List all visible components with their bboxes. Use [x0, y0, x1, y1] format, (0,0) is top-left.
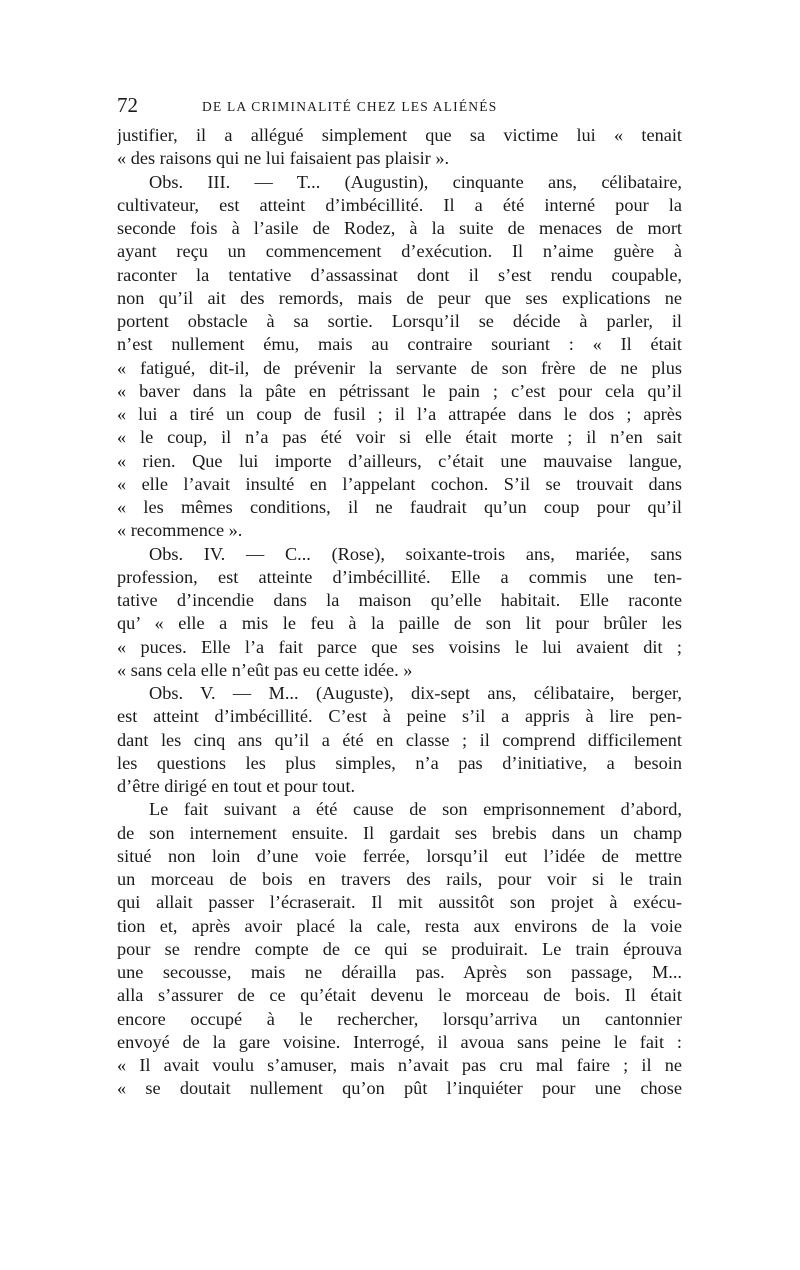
body-text: [117, 124, 682, 1101]
text-line: raconter la tentative d’assassinat dont il s’est rendu coupable,: [117, 264, 682, 285]
text-line: seconde fois à l’asile de Rodez, à la suite de menaces de mort: [117, 218, 682, 238]
text-line: qu’ « elle a mis le feu à la paille de son lit pour brûler les: [117, 613, 682, 634]
running-head: [117, 92, 682, 122]
text-line: pour se rendre compte de ce qui se produirait. Le train éprouva: [117, 938, 682, 959]
text-line: de son internement ensuite. Il gardait ses brebis dans un champ: [117, 822, 682, 843]
page-number: 72: [117, 93, 138, 117]
observation-heading-line: Obs. IV. — C... (Rose), soixante-trois ans, mariée, sans: [149, 543, 682, 564]
running-title: DE LA CRIMINALITÉ CHEZ LES ALIÉNÉS: [202, 99, 498, 114]
text-line: profession, est atteinte d’imbécillité. Elle a commis une ten-: [117, 566, 682, 587]
paragraph-start-line: Le fait suivant a été cause de son emprisonnement d’abord,: [149, 799, 682, 820]
text-line: justifier, il a allégué simplement que sa victime lui « tenait: [117, 125, 682, 145]
text-line: un morceau de bois en travers des rails, pour voir si le train: [117, 869, 682, 889]
text-line: « puces. Elle l’a fait parce que ses voisins le lui avaient dit ;: [117, 636, 682, 657]
text-line: d’être dirigé en tout et pour tout.: [117, 776, 356, 796]
text-line: tative d’incendie dans la maison qu’elle habitait. Elle raconte: [117, 590, 682, 610]
text-line: « des raisons qui ne lui faisaient pas plaisir ».: [117, 148, 450, 169]
text-line: est atteint d’imbécillité. C’est à peine s’il a appris à lire pen-: [117, 706, 682, 727]
text-line: ayant reçu un commencement d’exécution. Il n’aime guère à: [117, 241, 682, 262]
text-line: « les mêmes conditions, il ne faudrait qu’un coup pour qu’il: [117, 497, 682, 517]
text-line: qui allait passer l’écraserait. Il mit aussitôt son projet à exécu-: [117, 892, 682, 913]
book-page: [117, 92, 682, 1101]
text-line: dant les cinq ans qu’il a été en classe ; il comprend difficilement: [117, 729, 682, 750]
text-line: tion et, après avoir placé la cale, resta aux environs de la voie: [117, 915, 682, 936]
text-line: « le coup, il n’a pas été voir si elle était morte ; il n’en sait: [117, 427, 682, 448]
text-line: « fatigué, dit-il, de prévenir la servante de son frère de ne plus: [117, 357, 682, 378]
text-line: « lui a tiré un coup de fusil ; il l’a attrapée dans le dos ; après: [117, 404, 682, 424]
text-line: « sans cela elle n’eût pas eu cette idée. »: [117, 659, 413, 680]
text-line: une secousse, mais ne dérailla pas. Après son passage, M...: [117, 962, 682, 982]
text-line: encore occupé à le rechercher, lorsqu’arriva un cantonnier: [117, 1008, 682, 1029]
text-line: « Il avait voulu s’amuser, mais n’avait pas cru mal faire ; il ne: [117, 1055, 682, 1075]
text-line: situé non loin d’une voie ferrée, lorsqu’il eut l’idée de mettre: [117, 845, 682, 866]
text-line: « rien. Que lui importe d’ailleurs, c’était une mauvaise langue,: [117, 450, 682, 471]
text-line: envoyé de la gare voisine. Interrogé, il avoua sans peine le fait :: [117, 1031, 682, 1052]
observation-heading-line: Obs. V. — M... (Auguste), dix-sept ans, célibataire, berger,: [149, 683, 682, 703]
text-line: les questions les plus simples, n’a pas d’initiative, a besoin: [117, 752, 682, 773]
text-line: « se doutait nullement qu’on pût l’inquiéter pour une chose: [117, 1078, 682, 1099]
text-line: alla s’assurer de ce qu’était devenu le morceau de bois. Il était: [117, 985, 682, 1006]
observation-heading-line: Obs. III. — T... (Augustin), cinquante ans, célibataire,: [149, 171, 682, 192]
text-line: non qu’il ait des remords, mais de peur que ses explications ne: [117, 287, 682, 308]
text-line: n’est nullement ému, mais au contraire souriant : « Il était: [117, 334, 682, 355]
text-line: cultivateur, est atteint d’imbécillité. Il a été interné pour la: [117, 194, 682, 215]
text-line: « recommence ».: [117, 520, 243, 541]
text-line: « elle l’avait insulté en l’appelant cochon. S’il se trouvait dans: [117, 473, 682, 494]
text-line: « baver dans la pâte en pétrissant le pain ; c’est pour cela qu’il: [117, 380, 682, 401]
text-line: portent obstacle à sa sortie. Lorsqu’il se décide à parler, il: [117, 311, 682, 331]
